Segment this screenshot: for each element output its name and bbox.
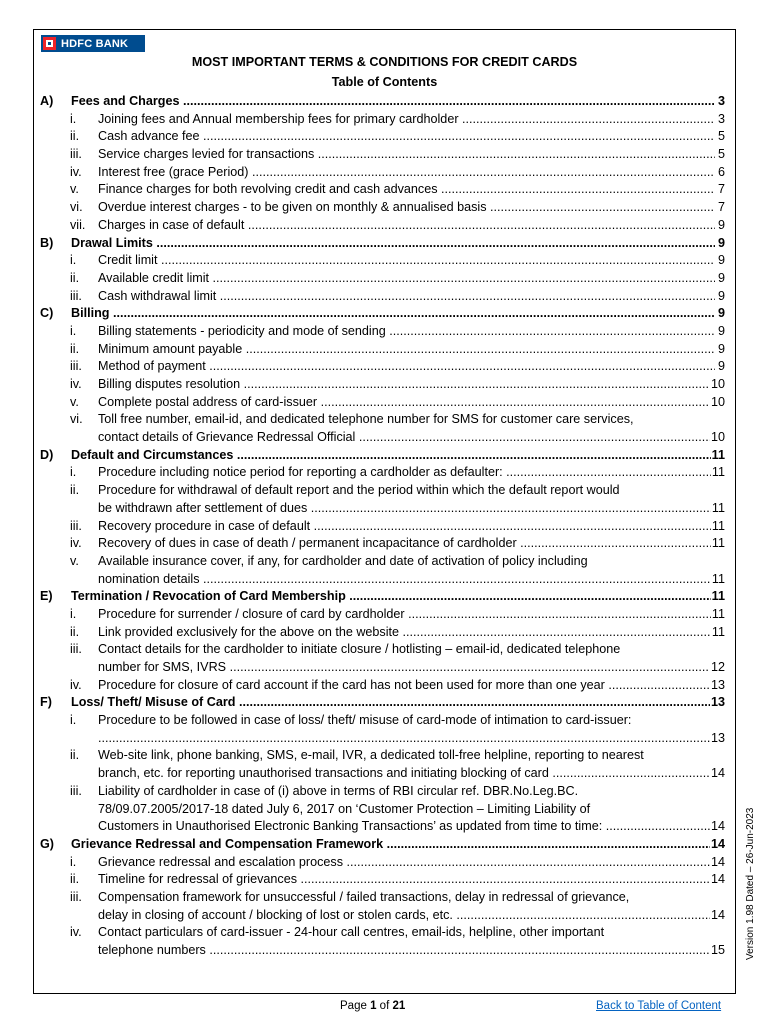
toc-entry-text: Fees and Charges ..... [71,93,715,111]
table-of-contents [40,93,725,960]
toc-entry-text: Billing disputes resolution ..... [98,376,715,394]
toc-entry-number: i. [70,111,77,126]
toc-entry-number: i. [70,465,77,480]
toc-entry[interactable] [40,518,725,536]
toc-section-entry[interactable] [40,836,725,854]
toc-entry-text: Cash withdrawal limit ..... [98,288,715,306]
toc-entry-text: Contact particulars of card-issuer - 24-hour call centres, email-ids, helpline, other important [98,925,605,940]
toc-entry-text: Compensation framework for unsuccessful / failed transactions, delay in redressal of grievance, [98,889,630,904]
toc-entry-text: 78/09.07.2005/2017-18 dated July 6, 2017 on ‘Customer Protection – Limiting Liability of [98,801,591,816]
toc-page-number: 14 [710,854,725,872]
toc-page-number: 9 [717,305,725,323]
toc-page-number: 3 [717,111,725,129]
toc-entry-text: contact details of Grievance Redressal Official ..... [98,429,715,447]
toc-entry-text: Overdue interest charges - to be given on monthly & annualised basis ..... [98,199,715,217]
toc-entry-number: iv. [70,164,82,179]
toc-entry-text: Billing statements - periodicity and mode of sending ..... [98,323,715,341]
toc-entry-number: ii. [70,341,80,356]
toc-entry[interactable] [40,323,725,341]
toc-entry-number: iii. [70,889,82,904]
toc-entry-number: i. [70,606,77,621]
toc-page-number: 7 [717,199,725,217]
toc-entry-number: A) [40,94,54,108]
toc-entry-number: v. [70,553,79,568]
toc-page-number: 10 [710,376,725,394]
toc-entry-number: ii. [70,748,80,763]
toc-entry-text: be withdrawn after settlement of dues ..... [98,500,715,518]
toc-entry[interactable] [40,199,725,217]
toc-page-number: 11 [711,606,725,624]
toc-entry-number: v. [70,182,79,197]
toc-entry-number: C) [40,306,54,321]
toc-section-entry[interactable] [40,235,725,253]
toc-entry[interactable] [40,358,725,376]
toc-entry[interactable] [40,924,725,942]
toc-page-number: 12 [710,659,725,677]
toc-page-number: 13 [710,730,725,748]
toc-section-entry[interactable] [40,305,725,323]
toc-page-number: 11 [711,571,725,589]
toc-entry-number: F) [40,695,52,710]
toc-entry[interactable] [40,252,725,270]
toc-entry-text: Recovery of dues in case of death / permanent incapacitance of cardholder ..... [98,535,715,553]
toc-entry-number: ii. [70,872,80,887]
toc-entry-text: Grievance Redressal and Compensation Framework ..... [71,836,715,854]
toc-page-number: 10 [710,394,725,412]
toc-entry-number: i. [70,253,77,268]
toc-page-number: 9 [717,252,725,270]
toc-entry-number: B) [40,235,54,250]
toc-entry[interactable] [40,659,725,677]
toc-entry[interactable] [40,429,725,447]
toc-entry[interactable] [40,288,725,306]
toc-entry-number: ii. [70,270,80,285]
toc-entry-text: Web-site link, phone banking, SMS, e-mail, IVR, a dedicated toll-free helpline, reporting to nearest [98,748,644,763]
toc-entry-text: Interest free (grace Period) ..... [98,164,715,182]
toc-entry[interactable] [40,606,725,624]
toc-entry[interactable] [40,889,725,907]
toc-entry-text: Procedure for surrender / closure of card by cardholder ..... [98,606,715,624]
toc-page-number: 11 [711,447,725,465]
toc-entry[interactable] [40,641,725,659]
toc-entry-text: Procedure to be followed in case of loss/ theft/ misuse of card-mode of intimation to card-issuer: [98,713,632,728]
toc-entry-number: i. [70,323,77,338]
toc-entry-text: Cash advance fee ..... [98,128,715,146]
page-number: Page 1 of 21 [340,1000,406,1012]
toc-section-entry[interactable] [40,93,725,111]
toc-page-number: 11 [711,500,725,518]
toc-entry[interactable] [40,801,725,819]
toc-entry-number: D) [40,447,54,462]
toc-entry[interactable] [40,146,725,164]
toc-entry[interactable] [40,376,725,394]
toc-entry[interactable] [40,217,725,235]
toc-page-number: 9 [717,341,725,359]
toc-entry[interactable] [40,783,725,801]
toc-entry-text: Service charges levied for transactions ..... [98,146,715,164]
toc-entry[interactable] [40,624,725,642]
toc-page-number: 9 [717,235,725,253]
toc-page-number: 6 [717,164,725,182]
version-stamp: Version 1.98 Dated – 26-Jun-2023 [745,807,756,960]
toc-entry[interactable] [40,747,725,765]
toc-entry-text: Complete postal address of card-issuer ..... [98,394,715,412]
toc-entry-text: Minimum amount payable ..... [98,341,715,359]
toc-entry[interactable] [40,341,725,359]
toc-entry[interactable] [40,535,725,553]
toc-entry-text: branch, etc. for reporting unauthorised transactions and initiating blocking of card ..... [98,765,715,783]
toc-entry-number: G) [40,836,54,851]
toc-page-number: 11 [711,464,725,482]
toc-page-number: 14 [710,907,725,925]
toc-page-number: 10 [710,429,725,447]
toc-entry-text: Method of payment ..... [98,358,715,376]
toc-page-number: 5 [717,146,725,164]
toc-entry[interactable] [40,464,725,482]
toc-entry[interactable] [40,111,725,129]
toc-entry[interactable] [40,907,725,925]
toc-page-number: 11 [711,624,725,642]
toc-page-number: 3 [717,93,725,111]
toc-entry-number: iv. [70,377,82,391]
toc-entry-text: Credit limit ..... [98,252,715,270]
toc-entry-text: Billing ..... [71,305,715,323]
toc-entry-text: telephone numbers ..... [98,942,715,960]
toc-entry[interactable] [40,164,725,182]
toc-page-number: 11 [711,588,725,606]
toc-page-number: 15 [710,942,725,960]
toc-page-number: 14 [710,818,725,836]
toc-entry-number: iii. [70,288,82,303]
toc-entry-text: Procedure for withdrawal of default report and the period within which the default report would [98,483,620,498]
toc-entry[interactable] [40,394,725,412]
toc-entry-number: iii. [70,783,82,798]
toc-entry-text: Finance charges for both revolving credit and cash advances ..... [98,181,715,199]
toc-entry-text: nomination details ..... [98,571,715,589]
toc-entry-text: Toll free number, email-id, and dedicated telephone number for SMS for customer care services, [98,412,634,427]
toc-entry-number: v. [70,394,79,409]
toc-entry[interactable] [40,818,725,836]
toc-entry-number: iv. [70,677,82,692]
toc-entry-text: number for SMS, IVRS ..... [98,659,715,677]
hdfc-logo-icon [43,37,56,50]
toc-entry[interactable] [40,712,725,730]
toc-section-entry[interactable] [40,588,725,606]
toc-entry-number: vii. [70,217,86,232]
document-title: MOST IMPORTANT TERMS & CONDITIONS FOR CREDIT CARDS [191,55,578,69]
toc-section-entry[interactable] [40,694,725,712]
toc-page-number: 7 [717,181,725,199]
toc-entry[interactable] [40,871,725,889]
toc-entry-text: Drawal Limits ..... [71,235,715,253]
toc-entry-text: Loss/ Theft/ Misuse of Card ..... [71,694,715,712]
toc-page-number: 14 [710,836,725,854]
toc-entry[interactable] [40,730,725,748]
toc-entry[interactable] [40,411,725,429]
toc-page-number: 14 [710,765,725,783]
toc-entry-text: Customers in Unauthorised Electronic Banking Transactions’ as updated from time to time: ..... [98,818,715,836]
hdfc-bank-logo [41,35,145,52]
toc-entry-text: Termination / Revocation of Card Membership ..... [71,588,715,606]
toc-page-number: 9 [717,323,725,341]
toc-entry-text: Link provided exclusively for the above on the website ..... [98,624,715,642]
toc-entry-number: iii. [70,518,82,533]
toc-entry[interactable] [40,270,725,288]
toc-entry[interactable] [40,677,725,695]
toc-entry[interactable] [40,500,725,518]
toc-entry-number: vi. [70,412,83,427]
toc-entry-number: iii. [70,642,82,657]
toc-entry-text: Grievance redressal and escalation process ..... [98,854,715,872]
toc-entry[interactable] [40,942,725,960]
toc-heading: Table of Contents [331,75,438,89]
toc-entry-text: Available credit limit ..... [98,270,715,288]
toc-entry-text: Joining fees and Annual membership fees for primary cardholder ..... [98,111,715,129]
toc-entry-text: Contact details for the cardholder to initiate closure / hotlisting – email-id, dedicated telephone [98,642,621,657]
toc-page-number: 11 [711,518,725,536]
toc-entry[interactable] [40,765,725,783]
toc-page-number: 13 [710,694,725,712]
toc-page-number: 9 [717,270,725,288]
toc-entry[interactable] [40,553,725,571]
toc-entry-number: i. [70,854,77,869]
logo-text: HDFC BANK [61,37,129,50]
toc-entry-number: ii. [70,624,80,639]
toc-page-number: 9 [717,288,725,306]
toc-entry-number: ii. [70,483,80,498]
toc-section-entry[interactable] [40,447,725,465]
toc-entry[interactable] [40,482,725,500]
toc-page-number: 13 [710,677,725,695]
toc-entry-number: E) [40,589,53,604]
toc-page-number: 5 [717,128,725,146]
toc-page-number: 9 [717,358,725,376]
toc-entry-text: Recovery procedure in case of default ..... [98,518,715,536]
toc-entry-number: iv. [70,536,82,551]
toc-entry[interactable] [40,128,725,146]
back-to-toc-link[interactable]: Back to Table of Content [596,1000,722,1012]
toc-page-number: 14 [710,871,725,889]
toc-entry[interactable] [40,571,725,589]
toc-entry[interactable] [40,854,725,872]
toc-entry-text: Liability of cardholder in case of (i) above in terms of RBI circular ref. DBR.No.Leg.BC. [98,783,579,798]
toc-entry-number: vi. [70,200,83,215]
toc-page-number: 11 [711,535,725,553]
toc-entry-text: Default and Circumstances ..... [71,447,715,465]
toc-entry-text: Procedure including notice period for reporting a cardholder as defaulter: ..... [98,464,715,482]
toc-entry-number: iv. [70,925,82,940]
toc-entry[interactable] [40,181,725,199]
toc-entry-number: i. [70,713,77,728]
toc-entry-text: delay in closing of account / blocking of lost or stolen cards, etc. ..... [98,907,715,925]
toc-entry-text: Available insurance cover, if any, for cardholder and date of activation of policy including [98,553,588,568]
toc-entry-number: iii. [70,147,82,162]
toc-entry-text: Charges in case of default ..... [98,217,715,235]
toc-entry-text [98,730,715,748]
toc-entry-text: Timeline for redressal of grievances ..... [98,871,715,889]
toc-entry-text: Procedure for closure of card account if the card has not been used for more than one year ..... [98,677,715,695]
toc-entry-number: iii. [70,359,82,374]
toc-page-number: 9 [717,217,725,235]
toc-entry-number: ii. [70,129,80,144]
